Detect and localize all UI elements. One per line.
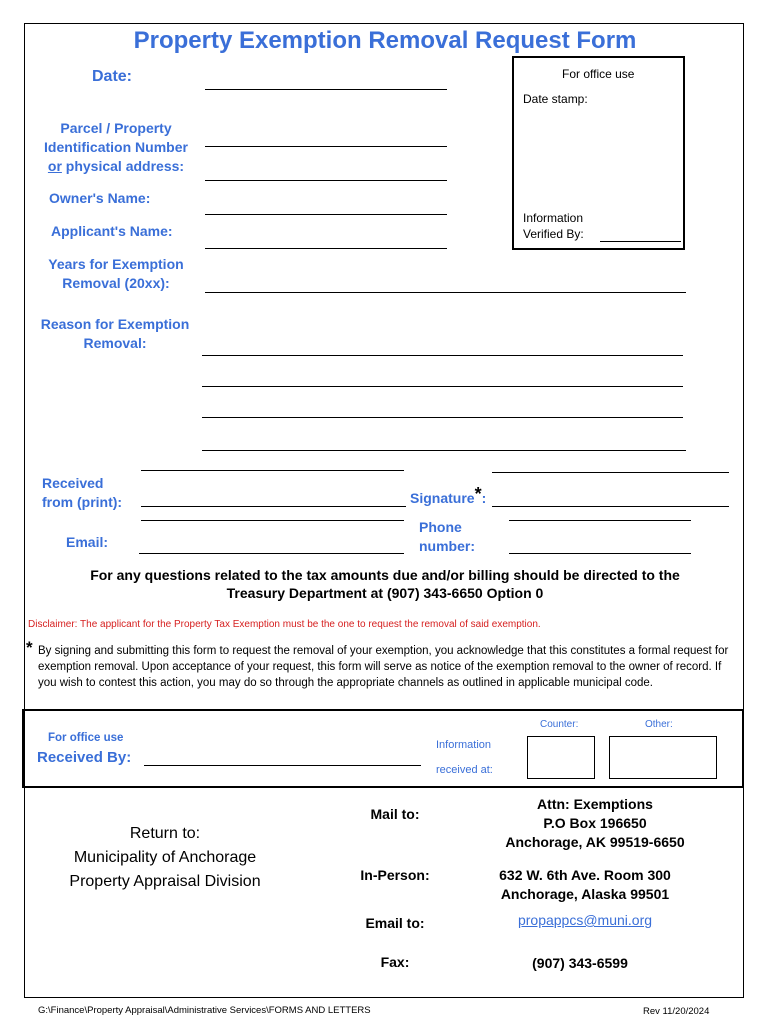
date-label: Date: — [92, 68, 133, 85]
office-use-box — [512, 56, 685, 250]
parcel-label-line-2: Identification Number — [44, 139, 188, 155]
for-office-use-label: For office use — [48, 732, 124, 744]
received-from-field-bottom[interactable] — [141, 520, 404, 521]
date-stamp-label: Date stamp: — [523, 92, 588, 106]
received-label-line-2: from (print): — [42, 494, 123, 510]
years-field[interactable] — [205, 292, 686, 293]
counter-box[interactable] — [527, 736, 595, 779]
in-person-line-2: Anchorage, Alaska 99501 — [500, 886, 670, 902]
phone-field-top[interactable] — [509, 520, 691, 521]
owner-name-field[interactable] — [205, 214, 447, 215]
fax-label: Fax: — [380, 954, 410, 970]
return-org-1: Municipality of Anchorage — [73, 849, 257, 866]
applicant-label: Applicant's Name: — [51, 223, 173, 239]
received-from-field-top[interactable] — [141, 470, 404, 471]
email-field[interactable] — [139, 553, 404, 554]
in-person-line-1: 632 W. 6th Ave. Room 300 — [499, 867, 671, 883]
reason-field-line-4[interactable] — [202, 450, 686, 451]
reason-field-line-1[interactable] — [202, 355, 683, 356]
signature-star: * — [474, 484, 482, 504]
physical-address-field[interactable] — [205, 180, 447, 181]
other-box[interactable] — [609, 736, 717, 779]
parcel-label-line-3 — [40, 157, 192, 176]
mail-to-label: Mail to: — [370, 806, 420, 822]
mail-address — [470, 795, 720, 852]
received-from-field[interactable] — [141, 506, 406, 507]
other-label: Other: — [645, 719, 673, 730]
mail-line-2: P.O Box 196650 — [543, 815, 647, 831]
signature-colon: : — [481, 490, 487, 506]
mail-line-3: Anchorage, AK 99519-6650 — [505, 834, 685, 850]
phone-field[interactable] — [509, 553, 691, 554]
years-label-line-2: Removal (20xx): — [62, 275, 170, 291]
questions-note-line-1: For any questions related to the tax amounts due and/or billing should be directed to the — [90, 567, 680, 583]
acknowledgement-text: By signing and submitting this form to request the removal of your exemption, you acknowledge that this constitutes a formal request for exemption removal. Upon acceptance of your request, this form will serve as notice of the exemption removal to the owner of record. If you wish to contest this action, you may do so through the appropriate channels as outlined in applicable municipal code. — [38, 645, 729, 689]
return-to-label: Return to: — [129, 825, 201, 842]
email-link[interactable]: propappcs@muni.org — [517, 912, 653, 928]
email-label: Email: — [66, 534, 109, 550]
questions-note-line-2: Treasury Department at (907) 343-6650 Option 0 — [226, 585, 544, 601]
counter-label: Counter: — [540, 719, 579, 730]
parcel-label — [40, 119, 192, 176]
parcel-id-field[interactable] — [205, 146, 447, 147]
applicant-name-field[interactable] — [205, 248, 447, 249]
received-at-label: received at: — [436, 764, 493, 776]
return-org-2: Property Appraisal Division — [69, 873, 261, 890]
parcel-label-or: or — [47, 158, 62, 174]
office-use-title: For office use — [562, 67, 635, 81]
verified-by-field[interactable] — [600, 241, 681, 242]
years-label-line-1: Years for Exemption — [48, 256, 184, 272]
received-from-label — [42, 474, 122, 512]
email-to-label: Email to: — [365, 915, 425, 931]
acknowledgement-star: * — [26, 638, 33, 657]
disclaimer: Disclaimer: The applicant for the Property Tax Exemption must be the one to request the removal of said exemption. — [28, 619, 541, 630]
signature-field[interactable] — [492, 506, 729, 507]
owner-label: Owner's Name: — [49, 190, 151, 206]
info-received-label: Information — [436, 739, 492, 751]
phone-label-line-2: number: — [419, 538, 475, 554]
parcel-label-line-1: Parcel / Property — [60, 120, 172, 136]
office-use-section — [22, 709, 744, 788]
footer-path: G:\Finance\Property Appraisal\Administrative Services\FORMS AND LETTERS — [38, 1005, 371, 1016]
in-person-address — [460, 866, 710, 904]
received-by-label: Received By: — [37, 749, 132, 766]
phone-label-line-1: Phone — [419, 519, 462, 535]
in-person-label: In-Person: — [360, 867, 430, 883]
reason-label — [33, 315, 197, 353]
reason-label-line-2: Removal: — [83, 335, 147, 351]
parcel-label-address: physical address: — [61, 158, 185, 174]
years-label — [40, 255, 192, 293]
signature-label — [410, 485, 486, 508]
date-field[interactable] — [205, 89, 447, 90]
reason-field-line-3[interactable] — [202, 417, 683, 418]
phone-label — [419, 518, 475, 556]
fax-number: (907) 343-6599 — [532, 955, 628, 971]
reason-label-line-1: Reason for Exemption — [40, 316, 190, 332]
signature-text: Signature — [410, 490, 475, 506]
info-label: Information — [523, 211, 584, 225]
footer-revision: Rev 11/20/2024 — [643, 1006, 710, 1017]
reason-field-line-2[interactable] — [202, 386, 683, 387]
form-title: Property Exemption Removal Request Form — [133, 27, 637, 54]
mail-line-1: Attn: Exemptions — [537, 796, 653, 812]
verified-by-label: Verified By: — [523, 227, 584, 241]
signature-field-top[interactable] — [492, 472, 729, 473]
received-by-field[interactable] — [144, 765, 421, 766]
received-label-line-1: Received — [42, 475, 104, 491]
